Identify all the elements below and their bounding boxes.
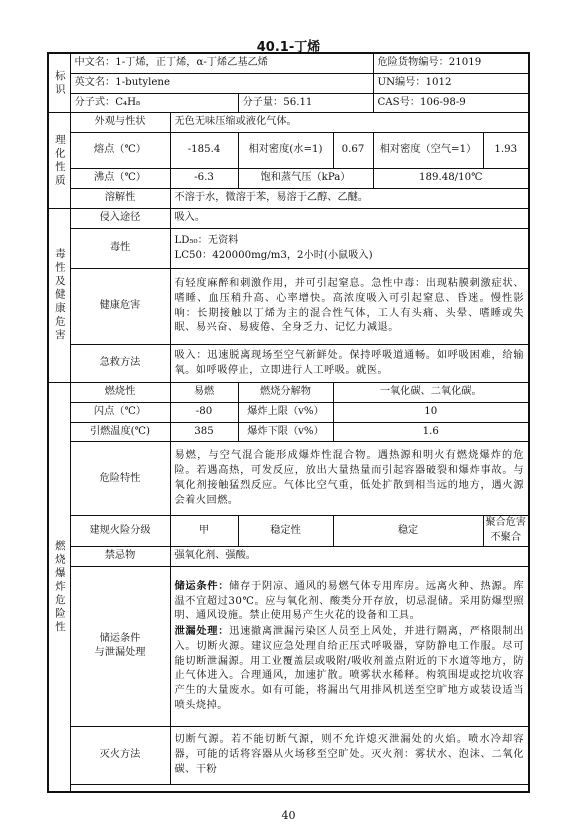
polymerization-value: 不聚合 <box>490 532 522 544</box>
lc50: LC50：420000mg/m3，2小时(小鼠吸入) <box>174 249 373 261</box>
health-hazard-value: 有轻度麻醉和刺激作用，并可引起窒息。急性中毒：出现粘膜刺激症状、嗜睡、血压稍升高、心率增快。高浓度吸入可引起窒息、昏迷。慢性影响：长期接触以丁烯为主的混合性气体，工人有头痛、头晕、嗜睡或失眠、易兴奋、易疲倦、全身乏力、记忆力减退。 <box>170 269 529 345</box>
polymerization-cell <box>483 516 529 547</box>
melting-point-value: -185.4 <box>170 133 238 169</box>
first-aid-value: 吸入：迅速脱离现场至空气新鲜处。保持呼吸道通畅。如呼吸困难，给输氧。如呼吸停止，立即进行人工呼吸。就医。 <box>170 345 529 383</box>
boiling-point-label: 沸点（℃） <box>70 169 170 189</box>
formula-value: C₄H₈ <box>115 96 141 108</box>
relative-density-water-value: 0.67 <box>333 133 373 169</box>
lower-explosive-limit-value: 1.6 <box>333 422 529 442</box>
hazard-value: 易燃，与空气混合能形成爆炸性混合物。遇热源和明火有燃烧爆炸的危险。若遇高热，可发反应，放出大量热量而引起容器破裂和爆炸事故。与氧化剂接触猛烈反应。气体比空气重，低处扩散到相当远的地方，遇火源会着火回燃。 <box>170 442 529 516</box>
autoignition-label: 引燃温度(℃) <box>70 422 170 442</box>
section-toxicity: 毒性及健康危害 <box>48 209 70 383</box>
section-fire: 燃烧爆炸危险性 <box>48 383 70 793</box>
combustibility-label: 燃烧性 <box>70 383 170 403</box>
leak-value: 迅速撤离泄漏污染区人员至上风处，并进行隔离，严格限制出入。切断火源。建议应急处理自给正压式呼吸器，穿防静电工作服。尽可能切断泄漏源。用工业覆盖层或吸附/吸收剂盖点附近的下水道等地方，防止气体进入。合理通风，加速扩散。喷雾状水稀释。构筑围堤或挖坑收容产生的大量废水。如有可能，将漏出气用排风机送至空旷地方或装设适当喷头烧掉。 <box>174 626 525 712</box>
storage-label-line-2: 与泄漏处理 <box>94 647 146 659</box>
combustibility-value: 易燃 <box>170 383 238 403</box>
first-aid-label: 急救方法 <box>70 345 170 383</box>
page-number: 40 <box>281 809 296 822</box>
english-name: 英文名：1-butylene <box>70 73 373 93</box>
fire-class-label: 建规火险分级 <box>70 516 170 547</box>
autoignition-value: 385 <box>170 422 238 442</box>
extinguishing-label: 灭火方法 <box>70 726 170 784</box>
flash-point-value: -80 <box>170 402 238 422</box>
leak-heading: 泄漏处理： <box>174 625 230 638</box>
health-hazard-label: 健康危害 <box>70 269 170 345</box>
incompatible-value: 强氧化剂、强酸。 <box>170 547 529 567</box>
formula-label: 分子式： <box>74 96 116 108</box>
storage-heading: 储运条件： <box>174 579 230 592</box>
decomposition-value: 一氧化碳、二氧化碳。 <box>333 383 529 403</box>
document-title: 40.1-丁烯 <box>256 40 321 55</box>
relative-density-water-label: 相对密度(水=1) <box>238 133 333 169</box>
chinese-name: 中文名：1-丁烯，正丁烯，α-丁烯乙基乙烯 <box>70 53 373 73</box>
boiling-point-value: -6.3 <box>170 169 238 189</box>
stability-value: 稳定 <box>333 516 483 547</box>
stability-label: 稳定性 <box>238 516 333 547</box>
molecular-weight: 分子量：56.11 <box>238 93 373 113</box>
section-physchem: 理化性质 <box>48 113 70 209</box>
polymerization-label: 聚合危害 <box>485 517 527 529</box>
extinguishing-value: 切断气源。若不能切断气源，则不允许熄灭泄漏处的火焰。喷水冷却容器，可能的话将容器从火场移至空旷处。灭火剂：雾状水、泡沫、二氧化碳、干粉 <box>170 726 529 784</box>
storage-value: 储存于阴凉、通风的易燃气体专用库房。远离火种、热源。库温不宜超过30℃。应与氧化剂、酸类分开存放，切忌混储。采用防爆型照明、通风设施。禁止使用易产生火花的设备和工具。 <box>174 580 525 622</box>
solubility-label: 溶解性 <box>70 189 170 209</box>
route-value: 吸入。 <box>170 209 529 229</box>
relative-density-air-label: 相对密度（空气=1） <box>373 133 483 169</box>
ld50: LD₅₀：无资料 <box>174 234 239 246</box>
storage-label <box>70 566 170 726</box>
un-number: UN编号：1012 <box>373 73 529 93</box>
solubility-value: 不溶于水，微溶于苯，易溶于乙醇、乙醚。 <box>170 189 529 209</box>
appearance-label: 外观与性状 <box>70 113 170 133</box>
route-label: 侵入途径 <box>70 209 170 229</box>
toxicity-value <box>170 229 529 269</box>
lower-explosive-limit-label: 爆炸下限（v%） <box>238 422 333 442</box>
melting-point-label: 熔点（℃） <box>70 133 170 169</box>
upper-explosive-limit-value: 10 <box>333 402 529 422</box>
section-identity: 标识 <box>48 53 70 113</box>
incompatible-label: 禁忌物 <box>70 547 170 567</box>
upper-explosive-limit-label: 爆炸上限（v%） <box>238 402 333 422</box>
relative-density-air-value: 1.93 <box>483 133 529 169</box>
decomposition-label: 燃烧分解物 <box>238 383 333 403</box>
molecular-formula <box>70 93 238 113</box>
toxicity-label: 毒性 <box>70 229 170 269</box>
dangerous-goods-number: 危险货物编号：21019 <box>373 53 529 73</box>
vapor-pressure-value: 189.48/10℃ <box>373 169 529 189</box>
hazard-label: 危险特性 <box>70 442 170 516</box>
msds-table <box>47 52 530 793</box>
fire-class-value: 甲 <box>170 516 238 547</box>
cas-number: CAS号：106-98-9 <box>373 93 529 113</box>
vapor-pressure-label: 饱和蒸气压（kPa） <box>238 169 373 189</box>
storage-label-line-1: 储运条件 <box>99 632 141 644</box>
table-bottom-spacer <box>70 784 529 792</box>
flash-point-label: 闪点（℃） <box>70 402 170 422</box>
appearance-value: 无色无味压缩或液化气体。 <box>170 113 529 133</box>
storage-leak-value <box>170 566 529 726</box>
